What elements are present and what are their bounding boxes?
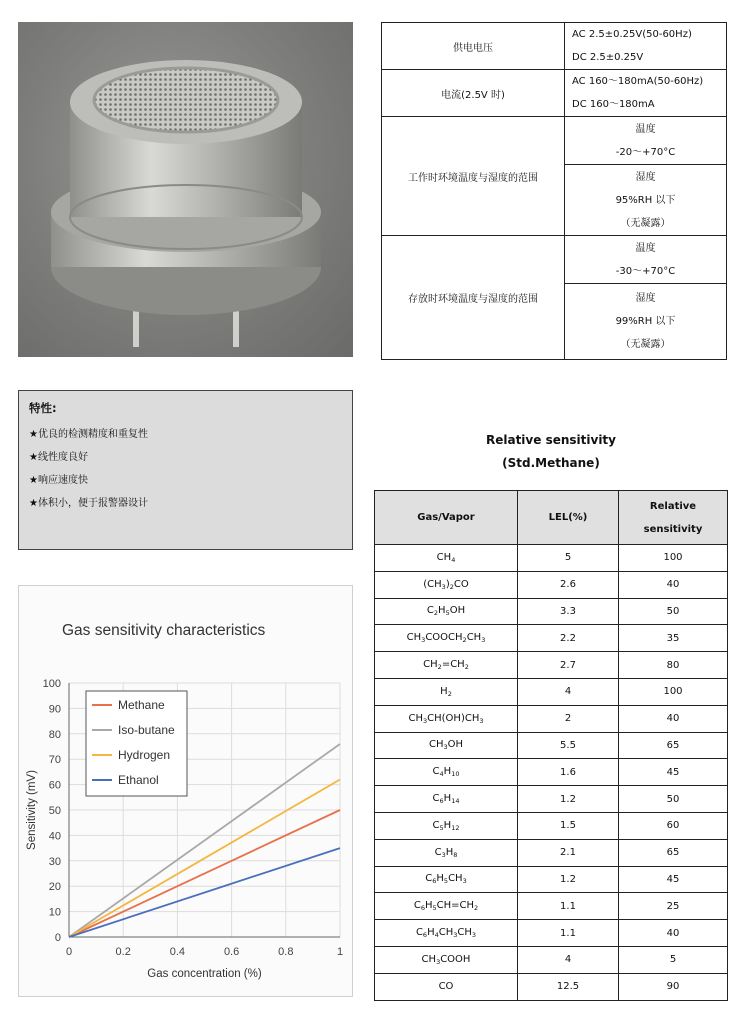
legend-label-methane: Methane	[118, 698, 165, 712]
lel-cell: 5	[518, 545, 619, 572]
table-row	[375, 946, 728, 973]
table-row	[375, 893, 728, 920]
gas-cell: $C_4H_{10}$	[375, 759, 518, 786]
relative-cell: 60	[619, 812, 728, 839]
relative-subtitle: (Std.Methane)	[502, 456, 600, 470]
lel-cell: 4	[518, 678, 619, 705]
relative-cell: 45	[619, 866, 728, 893]
table-row	[375, 759, 728, 786]
gas-cell: $C_5H_{12}$	[375, 812, 518, 839]
gas-cell: $C_6H_{14}$	[375, 786, 518, 813]
gas-cell: $CH_3COOH$	[375, 946, 518, 973]
relative-cell: 50	[619, 786, 728, 813]
y-tick-label: 50	[48, 805, 61, 817]
lel-cell: 1.5	[518, 812, 619, 839]
lel-cell: 1.1	[518, 920, 619, 947]
lel-cell: 3.3	[518, 598, 619, 625]
storage-env-label: 存放时环境温度与湿度的范围	[382, 236, 565, 360]
header-gas: Gas/Vapor	[375, 491, 518, 545]
relative-cell: 65	[619, 839, 728, 866]
relative-cell: 35	[619, 625, 728, 652]
current-ac: AC 160～180mA(50-60Hz)	[565, 70, 727, 94]
x-tick-label: 0.4	[169, 946, 186, 958]
legend-label-iso-butane: Iso-butane	[118, 723, 175, 737]
y-tick-label: 30	[48, 855, 61, 868]
table-row	[375, 973, 728, 1000]
x-tick-label: 0.6	[223, 946, 240, 958]
feature-item: ★体积小，便于报警器设计	[29, 498, 148, 509]
storage-humidity-value: 99%RH 以下	[615, 316, 676, 327]
lel-cell: 4	[518, 946, 619, 973]
gas-cell: CO	[375, 973, 518, 1000]
spec-table	[381, 22, 727, 360]
table-row	[375, 866, 728, 893]
series-line-methane	[69, 810, 340, 937]
operating-temp-value: -20～+70°C	[615, 146, 676, 158]
lel-cell: 2.1	[518, 839, 619, 866]
operating-env-label: 工作时环境温度与湿度的范围	[382, 117, 565, 236]
storage-humidity-note: （无凝露）	[620, 339, 671, 350]
gas-cell: $CH_4$	[375, 545, 518, 572]
supply-voltage-label: 供电电压	[382, 23, 565, 70]
gas-cell: $C_6H_5CH_3$	[375, 866, 518, 893]
lel-cell: 2.6	[518, 571, 619, 598]
relative-cell: 40	[619, 571, 728, 598]
operating-humidity-value: 95%RH 以下	[615, 194, 676, 206]
gas-cell: $C_6H_5CH=CH_2$	[375, 893, 518, 920]
relative-cell: 65	[619, 732, 728, 759]
lel-cell: 12.5	[518, 973, 619, 1000]
y-tick-label: 10	[48, 906, 61, 919]
feature-item: ★优良的检测精度和重复性	[29, 429, 148, 440]
operating-temp-label: 温度	[635, 123, 656, 135]
relative-cell: 100	[619, 678, 728, 705]
lel-cell: 1.2	[518, 786, 619, 813]
lel-cell: 5.5	[518, 732, 619, 759]
table-row	[375, 786, 728, 813]
relative-cell: 50	[619, 598, 728, 625]
y-tick-label: 60	[48, 779, 61, 792]
y-axis-label: Sensitivity (mV)	[26, 770, 38, 850]
relative-cell: 5	[619, 946, 728, 973]
current-dc: DC 160～180mA	[565, 93, 727, 117]
gas-cell: $C_6H_4CH_3CH_3$	[375, 920, 518, 947]
gas-cell: $(CH_3)_2CO$	[375, 571, 518, 598]
header-relative-line1: Relative	[649, 500, 697, 512]
series-line-ethanol	[69, 848, 340, 937]
series-line-hydrogen	[69, 780, 340, 937]
x-tick-label: 0.8	[278, 946, 294, 958]
legend-label-ethanol: Ethanol	[118, 773, 159, 787]
y-tick-label: 80	[48, 728, 61, 741]
relative-cell: 40	[619, 920, 728, 947]
features-box	[18, 390, 353, 550]
table-row	[375, 678, 728, 705]
header-relative	[619, 491, 728, 545]
relative-sensitivity-table	[374, 490, 728, 1001]
y-tick-label: 100	[42, 678, 61, 690]
relative-cell: 90	[619, 973, 728, 1000]
gas-cell: $CH_3CH(OH)CH_3$	[375, 705, 518, 732]
gas-cell: $C_2H_5OH$	[375, 598, 518, 625]
legend-label-hydrogen: Hydrogen	[118, 748, 171, 762]
y-tick-label: 40	[48, 830, 61, 843]
table-row	[375, 920, 728, 947]
lel-cell: 2	[518, 705, 619, 732]
header-relative-line2: sensitivity	[643, 523, 703, 535]
storage-temp-label: 温度	[635, 242, 656, 254]
table-row	[375, 652, 728, 679]
relative-cell: 45	[619, 759, 728, 786]
sensor-photo	[18, 22, 353, 357]
y-tick-label: 20	[48, 881, 61, 894]
table-row	[375, 839, 728, 866]
relative-title: Relative sensitivity	[485, 433, 616, 447]
storage-temp-value: -30～+70°C	[615, 265, 676, 277]
current-label: 电流(2.5V 时)	[382, 70, 565, 117]
lel-cell: 1.6	[518, 759, 619, 786]
relative-cell: 80	[619, 652, 728, 679]
x-axis-label: Gas concentration (%)	[147, 968, 262, 980]
lel-cell: 1.1	[518, 893, 619, 920]
gas-sensor-image	[18, 22, 353, 357]
relative-cell: 25	[619, 893, 728, 920]
supply-voltage-ac: AC 2.5±0.25V(50-60Hz)	[565, 23, 727, 47]
gas-cell: $C_3H_8$	[375, 839, 518, 866]
supply-voltage-dc: DC 2.5±0.25V	[565, 46, 727, 70]
feature-item: ★响应速度快	[29, 475, 88, 486]
table-row	[375, 812, 728, 839]
y-tick-label: 70	[48, 754, 61, 767]
gas-cell: $H_2$	[375, 678, 518, 705]
y-tick-label: 0	[54, 932, 61, 944]
features-title: 特性:	[29, 401, 57, 415]
gas-cell: $CH_2=CH_2$	[375, 652, 518, 679]
feature-item: ★线性度良好	[29, 452, 88, 463]
x-tick-label: 1	[336, 946, 344, 958]
chart-svg	[19, 586, 352, 996]
chart-title: Gas sensitivity characteristics	[62, 622, 266, 639]
y-tick-label: 90	[48, 703, 61, 716]
table-row	[375, 598, 728, 625]
relative-cell: 40	[619, 705, 728, 732]
table-row	[375, 732, 728, 759]
lel-cell: 2.2	[518, 625, 619, 652]
table-row	[375, 705, 728, 732]
lel-cell: 1.2	[518, 866, 619, 893]
table-row	[375, 571, 728, 598]
operating-humidity-note: （无凝露）	[620, 217, 671, 229]
table-row	[375, 625, 728, 652]
sensitivity-chart	[18, 585, 353, 997]
x-tick-label: 0.2	[115, 946, 131, 958]
table-row	[375, 545, 728, 572]
header-lel: LEL(%)	[518, 491, 619, 545]
operating-humidity-label: 湿度	[635, 171, 656, 183]
relative-cell: 100	[619, 545, 728, 572]
x-tick-label: 0	[65, 946, 73, 958]
gas-cell: $CH_3OH$	[375, 732, 518, 759]
gas-cell: $CH_3COOCH_2CH_3$	[375, 625, 518, 652]
storage-humidity-label: 湿度	[635, 293, 656, 304]
lel-cell: 2.7	[518, 652, 619, 679]
